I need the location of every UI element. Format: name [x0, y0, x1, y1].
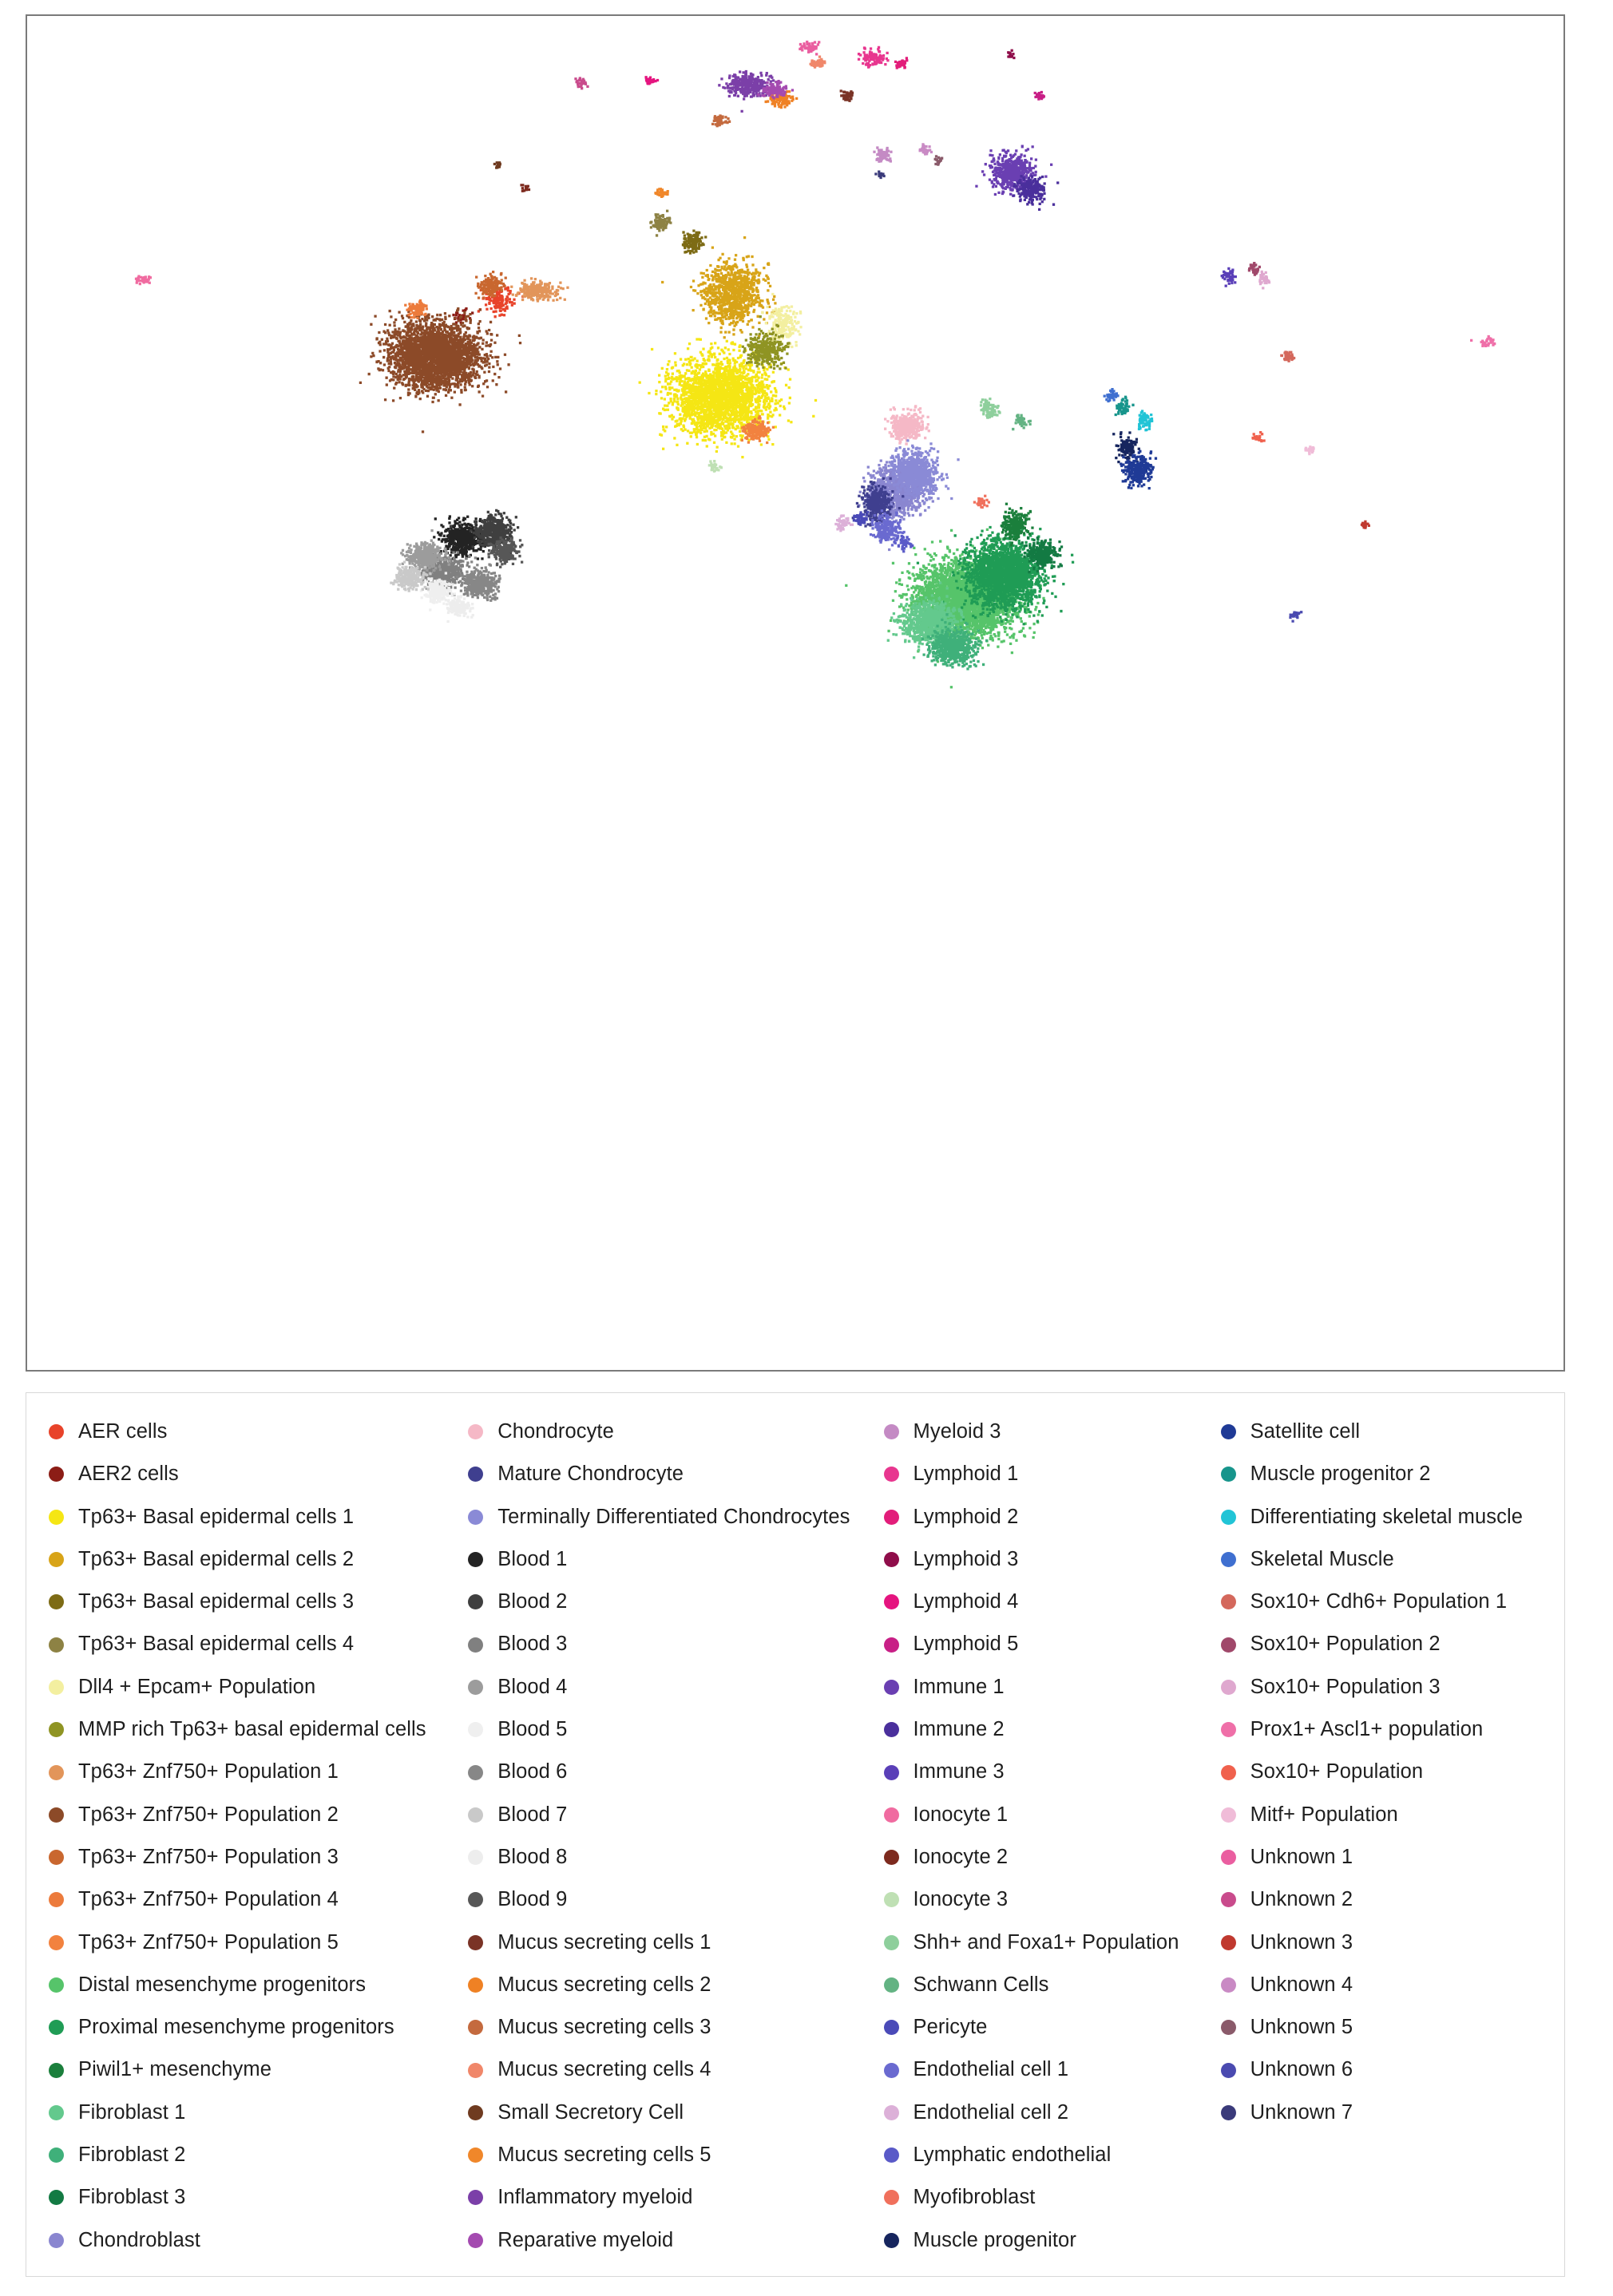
legend-swatch-icon [1221, 1765, 1236, 1780]
legend-item-label: Blood 4 [497, 1675, 568, 1698]
legend-item-label: Tp63+ Znf750+ Population 2 [78, 1803, 339, 1826]
legend-swatch-icon [49, 1977, 64, 1993]
legend-item-label: Tp63+ Basal epidermal cells 3 [78, 1590, 355, 1613]
legend-item-label: Tp63+ Znf750+ Population 3 [78, 1845, 339, 1868]
legend-item[interactable] [468, 1453, 883, 1495]
legend-item-label: Tp63+ Znf750+ Population 1 [78, 1760, 339, 1783]
legend-swatch-icon [49, 1467, 64, 1482]
legend-item-label: Unknown 1 [1250, 1845, 1353, 1868]
legend-item[interactable] [468, 2049, 883, 2091]
legend-swatch-icon [468, 1424, 483, 1439]
legend-swatch-icon [49, 2233, 64, 2248]
legend-item-label: Myofibroblast [913, 2186, 1036, 2209]
legend-item-label: Tp63+ Znf750+ Population 5 [78, 1930, 339, 1954]
legend-swatch-icon [884, 1722, 899, 1737]
legend-swatch-icon [49, 1510, 64, 1525]
legend-item-label: Pericyte [913, 2016, 988, 2039]
legend-item-label: Mucus secreting cells 1 [497, 1930, 711, 1954]
legend-swatch-icon [1221, 1977, 1236, 1993]
legend-item-label: Immune 2 [913, 1718, 1005, 1741]
legend-item-label: Blood 2 [497, 1590, 568, 1613]
legend-item[interactable] [884, 1922, 1221, 1964]
legend-item-label: Chondroblast [78, 2228, 200, 2251]
cluster-points [493, 161, 501, 169]
legend-item[interactable] [468, 1496, 883, 1538]
legend-item[interactable] [1221, 1708, 1550, 1751]
legend-item-label: Sox10+ Population [1250, 1760, 1424, 1783]
cluster-points [1007, 49, 1015, 60]
legend-column-0 [49, 1411, 468, 2262]
legend-item[interactable] [1221, 1623, 1550, 1665]
legend-column-3 [1221, 1411, 1550, 2134]
cluster-points [1248, 262, 1261, 276]
legend-swatch-icon [884, 1807, 899, 1823]
legend-item[interactable] [1221, 1964, 1550, 2006]
legend-item[interactable] [1221, 1453, 1550, 1495]
legend-item-label: Mitf+ Population [1250, 1803, 1398, 1826]
legend-item[interactable] [49, 1708, 468, 1751]
legend-item-label: Fibroblast 3 [78, 2186, 186, 2209]
legend-swatch-icon [49, 1722, 64, 1737]
legend-item[interactable] [468, 2219, 883, 2262]
cluster-points [884, 405, 930, 445]
legend-swatch-icon [49, 1892, 64, 1907]
cluster-points [834, 514, 854, 532]
legend-swatch-icon [1221, 2105, 1236, 2120]
legend-item-label: Immune 1 [913, 1675, 1005, 1698]
legend-item[interactable] [49, 1411, 468, 1453]
legend-item-label: Ionocyte 3 [913, 1888, 1009, 1911]
cluster-points [873, 146, 892, 162]
legend-swatch-icon [884, 1594, 899, 1609]
legend-item-label: Differentiating skeletal muscle [1250, 1505, 1524, 1528]
legend-item[interactable] [884, 1453, 1221, 1495]
legend-swatch-icon [49, 2105, 64, 2120]
legend-swatch-icon [884, 2233, 899, 2248]
legend-item[interactable] [884, 1496, 1221, 1538]
legend-swatch-icon [884, 2190, 899, 2205]
legend-item-label: Blood 9 [497, 1888, 568, 1911]
legend-item[interactable] [884, 2176, 1221, 2219]
cluster-points [810, 56, 826, 69]
cluster-points [874, 170, 885, 179]
cluster-points [1361, 521, 1370, 529]
legend-swatch-icon [49, 1680, 64, 1695]
legend-item-label: Lymphatic endothelial [913, 2144, 1112, 2167]
legend-item[interactable] [884, 1751, 1221, 1793]
legend-swatch-icon [884, 1680, 899, 1695]
legend-item[interactable] [49, 1751, 468, 1793]
legend-item-label: Mucus secreting cells 3 [497, 2016, 711, 2039]
legend-swatch-icon [884, 1765, 899, 1780]
legend-item-label: Mucus secreting cells 5 [497, 2144, 711, 2167]
legend-swatch-icon [1221, 1850, 1236, 1865]
legend-swatch-icon [884, 1510, 899, 1525]
legend-item-label: Blood 6 [497, 1760, 568, 1783]
legend-item[interactable] [1221, 1496, 1550, 1538]
umap-scatter-panel [26, 14, 1565, 1372]
cluster-points [644, 76, 659, 85]
legend-item-label: Unknown 7 [1250, 2100, 1353, 2124]
legend-item-label: Muscle progenitor [913, 2228, 1076, 2251]
legend-swatch-icon [468, 1594, 483, 1609]
legend-swatch-icon [468, 1935, 483, 1950]
legend-swatch-icon [49, 1594, 64, 1609]
cluster-points [1115, 396, 1135, 416]
legend-item[interactable] [49, 2176, 468, 2219]
legend-item-label: Mature Chondrocyte [497, 1463, 684, 1486]
legend-item-label: Chondrocyte [497, 1420, 614, 1443]
legend-swatch-icon [884, 1467, 899, 1482]
cluster-points [1289, 611, 1302, 623]
cluster-points [1001, 503, 1034, 547]
legend-item[interactable] [884, 1708, 1221, 1751]
legend-swatch-icon [468, 1765, 483, 1780]
legend-item-label: Proximal mesenchyme progenitors [78, 2016, 394, 2039]
legend-swatch-icon [49, 2063, 64, 2078]
legend-swatch-icon [1221, 1552, 1236, 1567]
legend-item-label: Blood 1 [497, 1547, 568, 1570]
legend-item[interactable] [49, 2092, 468, 2134]
cluster-points [1034, 91, 1045, 101]
legend-swatch-icon [1221, 1424, 1236, 1439]
legend-swatch-icon [884, 1850, 899, 1865]
cluster-points [973, 495, 990, 509]
legend-item[interactable] [884, 2219, 1221, 2262]
legend-swatch-icon [468, 2233, 483, 2248]
legend-item-label: Sox10+ Cdh6+ Population 1 [1250, 1590, 1508, 1613]
cluster-points [934, 155, 944, 165]
legend-item[interactable] [1221, 2092, 1550, 2134]
cluster-points [918, 143, 933, 155]
legend-item[interactable] [884, 1836, 1221, 1878]
legend-item-label: Satellite cell [1250, 1420, 1361, 1443]
legend-swatch-icon [1221, 1637, 1236, 1653]
cluster-points [442, 592, 474, 623]
cluster-points [654, 188, 668, 198]
legend-item[interactable] [1221, 1538, 1550, 1581]
legend-item[interactable] [468, 1538, 883, 1581]
legend-item[interactable] [468, 1964, 883, 2006]
legend-item-label: Sox10+ Population 3 [1250, 1675, 1441, 1698]
legend-item[interactable] [49, 1496, 468, 1538]
cluster-points [1251, 431, 1265, 442]
legend-swatch-icon [1221, 1935, 1236, 1950]
legend-item-label: Tp63+ Basal epidermal cells 4 [78, 1633, 355, 1656]
legend-item[interactable] [468, 2006, 883, 2049]
cluster-points [840, 89, 854, 102]
legend-item[interactable] [49, 1538, 468, 1581]
legend-item-label: Terminally Differentiated Chondrocytes [497, 1505, 850, 1528]
cluster-points [661, 236, 776, 338]
legend-item-label: Sox10+ Population 2 [1250, 1633, 1441, 1656]
legend-item-label: Schwann Cells [913, 1973, 1049, 1996]
legend-item[interactable] [884, 1666, 1221, 1708]
legend-swatch-icon [1221, 1807, 1236, 1823]
legend-item-label: Mucus secreting cells 4 [497, 2058, 711, 2081]
cluster-points [574, 77, 589, 89]
legend-item-label: Skeletal Muscle [1250, 1547, 1394, 1570]
legend-item[interactable] [49, 1922, 468, 1964]
legend-item-label: Small Secretory Cell [497, 2100, 684, 2124]
legend-item-label: Piwil1+ mesenchyme [78, 2058, 272, 2081]
legend-item[interactable] [49, 2219, 468, 2262]
legend-item[interactable] [49, 1964, 468, 2006]
cluster-points [799, 41, 820, 56]
legend-item[interactable] [884, 1538, 1221, 1581]
legend-swatch-icon [49, 1850, 64, 1865]
legend-item[interactable] [49, 2006, 468, 2049]
cluster-points [1280, 350, 1295, 362]
legend-item-label: Lymphoid 2 [913, 1505, 1019, 1528]
legend-item[interactable] [468, 2176, 883, 2219]
legend-swatch-icon [1221, 2020, 1236, 2035]
legend-item-label: AER cells [78, 1420, 168, 1443]
legend-item[interactable] [468, 1751, 883, 1793]
legend-swatch-icon [884, 2148, 899, 2163]
cluster-points [1104, 388, 1120, 402]
legend-swatch-icon [884, 2020, 899, 2035]
legend-item-label: Prox1+ Ascl1+ population [1250, 1718, 1484, 1741]
legend-swatch-icon [49, 1424, 64, 1439]
cell-type-legend [26, 1392, 1565, 2277]
cluster-points [1120, 450, 1157, 490]
legend-swatch-icon [1221, 2063, 1236, 2078]
legend-item[interactable] [884, 1581, 1221, 1623]
legend-item[interactable] [49, 1794, 468, 1836]
legend-item-label: Shh+ and Foxa1+ Population [913, 1930, 1179, 1954]
legend-item-label: Lymphoid 3 [913, 1547, 1019, 1570]
legend-item[interactable] [49, 1453, 468, 1495]
cluster-points [1013, 175, 1059, 211]
legend-item-label: Inflammatory myeloid [497, 2186, 693, 2209]
legend-item[interactable] [468, 1794, 883, 1836]
legend-swatch-icon [49, 1552, 64, 1567]
legend-swatch-icon [468, 1552, 483, 1567]
legend-swatch-icon [468, 1510, 483, 1525]
legend-item[interactable] [49, 1836, 468, 1878]
legend-item[interactable] [884, 2006, 1221, 2049]
legend-item[interactable] [468, 1708, 883, 1751]
scatter-canvas [27, 16, 1563, 1370]
legend-item-label: AER2 cells [78, 1463, 179, 1486]
legend-swatch-icon [468, 1850, 483, 1865]
legend-item[interactable] [468, 1878, 883, 1921]
legend-swatch-icon [49, 2148, 64, 2163]
legend-swatch-icon [468, 2063, 483, 2078]
legend-item-label: Reparative myeloid [497, 2228, 674, 2251]
legend-item-label: Distal mesenchyme progenitors [78, 1973, 367, 1996]
legend-item-label: Fibroblast 2 [78, 2144, 186, 2167]
legend-swatch-icon [49, 1765, 64, 1780]
legend-item-label: Fibroblast 1 [78, 2100, 186, 2124]
legend-item-label: Blood 8 [497, 1845, 568, 1868]
legend-swatch-icon [1221, 1892, 1236, 1907]
cluster-points [1470, 335, 1496, 347]
legend-swatch-icon [468, 2020, 483, 2035]
legend-swatch-icon [884, 1892, 899, 1907]
legend-item[interactable] [884, 1411, 1221, 1453]
legend-swatch-icon [468, 2190, 483, 2205]
legend-item[interactable] [468, 1922, 883, 1964]
legend-swatch-icon [49, 2190, 64, 2205]
cluster-points [510, 277, 569, 302]
cluster-points [858, 46, 890, 69]
legend-item[interactable] [884, 1794, 1221, 1836]
legend-swatch-icon [468, 1680, 483, 1695]
legend-item[interactable] [1221, 2006, 1550, 2049]
cluster-points [853, 511, 870, 526]
legend-swatch-icon [1221, 1680, 1236, 1695]
legend-swatch-icon [468, 1467, 483, 1482]
legend-swatch-icon [49, 2020, 64, 2035]
legend-item-label: Tp63+ Basal epidermal cells 2 [78, 1547, 355, 1570]
legend-swatch-icon [1221, 1467, 1236, 1482]
legend-item[interactable] [468, 1666, 883, 1708]
legend-swatch-icon [1221, 1594, 1236, 1609]
legend-item[interactable] [1221, 1836, 1550, 1878]
legend-swatch-icon [884, 2105, 899, 2120]
legend-swatch-icon [884, 1424, 899, 1439]
legend-item[interactable] [1221, 1666, 1550, 1708]
cluster-points [980, 398, 1001, 419]
legend-item[interactable] [49, 1623, 468, 1665]
legend-item[interactable] [884, 2134, 1221, 2176]
legend-swatch-icon [884, 1552, 899, 1567]
legend-item-label: Unknown 3 [1250, 1930, 1353, 1954]
legend-item[interactable] [468, 2134, 883, 2176]
legend-column-1 [468, 1411, 883, 2262]
legend-item[interactable] [1221, 1922, 1550, 1964]
legend-swatch-icon [884, 1637, 899, 1653]
legend-item-label: Myeloid 3 [913, 1420, 1001, 1443]
legend-swatch-icon [468, 2105, 483, 2120]
cluster-points [708, 460, 723, 473]
cluster-points [1138, 410, 1153, 431]
legend-item[interactable] [49, 1581, 468, 1623]
legend-swatch-icon [468, 1892, 483, 1907]
cluster-points [359, 307, 521, 433]
legend-item-label: Unknown 6 [1250, 2058, 1353, 2081]
legend-swatch-icon [468, 1807, 483, 1823]
cluster-points [520, 184, 530, 192]
legend-item-label: Tp63+ Znf750+ Population 4 [78, 1888, 339, 1911]
legend-item-label: Unknown 4 [1250, 1973, 1353, 1996]
legend-item-label: Ionocyte 1 [913, 1803, 1009, 1826]
legend-item[interactable] [1221, 2049, 1550, 2091]
cluster-points [135, 275, 152, 286]
legend-item[interactable] [884, 1623, 1221, 1665]
legend-column-2 [884, 1411, 1221, 2262]
cluster-points [682, 230, 707, 255]
legend-swatch-icon [49, 1935, 64, 1950]
legend-item[interactable] [1221, 1411, 1550, 1453]
legend-swatch-icon [468, 1977, 483, 1993]
legend-item[interactable] [1221, 1581, 1550, 1623]
legend-swatch-icon [49, 1637, 64, 1653]
legend-item-label: MMP rich Tp63+ basal epidermal cells [78, 1718, 426, 1741]
legend-item-label: Endothelial cell 2 [913, 2100, 1069, 2124]
cluster-points [1012, 414, 1032, 430]
legend-item[interactable] [884, 1964, 1221, 2006]
legend-item[interactable] [1221, 1878, 1550, 1921]
legend-item-label: Tp63+ Basal epidermal cells 1 [78, 1505, 355, 1528]
legend-item-label: Immune 3 [913, 1760, 1005, 1783]
legend-swatch-icon [884, 1977, 899, 1993]
cluster-points [1304, 445, 1314, 455]
legend-item[interactable] [468, 1411, 883, 1453]
legend-item[interactable] [468, 1581, 883, 1623]
legend-item[interactable] [49, 2049, 468, 2091]
cluster-points [649, 210, 672, 237]
legend-item-label: Endothelial cell 1 [913, 2058, 1069, 2081]
cluster-points [1221, 267, 1237, 287]
legend-item[interactable] [49, 1878, 468, 1921]
legend-item-label: Mucus secreting cells 2 [497, 1973, 711, 1996]
legend-swatch-icon [884, 1935, 899, 1950]
legend-item-label: Blood 3 [497, 1633, 568, 1656]
legend-swatch-icon [884, 2063, 899, 2078]
legend-swatch-icon [468, 2148, 483, 2163]
legend-item-label: Unknown 2 [1250, 1888, 1353, 1911]
legend-item-label: Ionocyte 2 [913, 1845, 1009, 1868]
legend-swatch-icon [1221, 1510, 1236, 1525]
legend-columns [49, 1411, 1550, 2262]
legend-item[interactable] [884, 1878, 1221, 1921]
legend-item-label: Blood 7 [497, 1803, 568, 1826]
legend-item-label: Muscle progenitor 2 [1250, 1463, 1431, 1486]
cluster-points [711, 114, 731, 127]
legend-item-label: Lymphoid 4 [913, 1590, 1019, 1613]
legend-item-label: Dll4 + Epcam+ Population [78, 1675, 316, 1698]
legend-item[interactable] [1221, 1794, 1550, 1836]
cluster-points [1258, 271, 1270, 290]
legend-swatch-icon [49, 1807, 64, 1823]
legend-swatch-icon [468, 1637, 483, 1653]
legend-item[interactable] [49, 2134, 468, 2176]
legend-item-label: Blood 5 [497, 1718, 568, 1741]
legend-item[interactable] [468, 2092, 883, 2134]
legend-swatch-icon [1221, 1722, 1236, 1737]
cluster-points [894, 57, 909, 69]
legend-item[interactable] [884, 2049, 1221, 2091]
legend-item[interactable] [49, 1666, 468, 1708]
cluster-points [639, 338, 818, 458]
legend-item-label: Lymphoid 5 [913, 1633, 1019, 1656]
legend-swatch-icon [468, 1722, 483, 1737]
legend-item[interactable] [1221, 1751, 1550, 1793]
legend-item[interactable] [884, 2092, 1221, 2134]
legend-item[interactable] [468, 1623, 883, 1665]
legend-item[interactable] [468, 1836, 883, 1878]
legend-item-label: Unknown 5 [1250, 2016, 1353, 2039]
legend-item-label: Lymphoid 1 [913, 1463, 1019, 1486]
